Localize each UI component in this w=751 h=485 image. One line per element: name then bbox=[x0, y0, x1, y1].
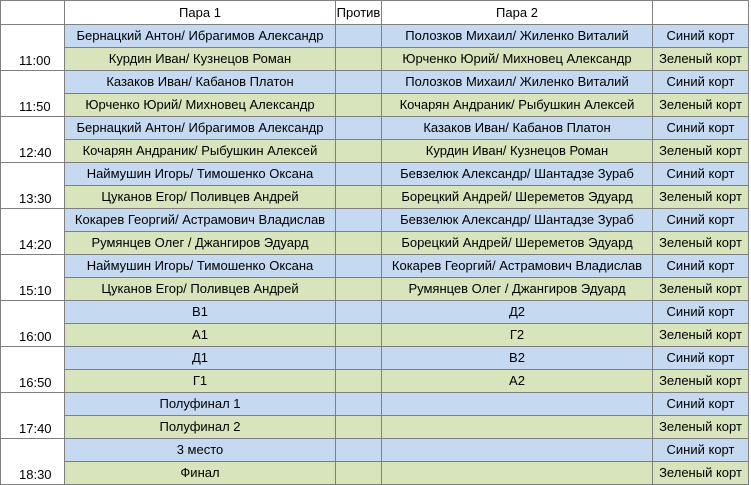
match-row bbox=[1, 186, 749, 209]
court-cell: Синий корт bbox=[653, 255, 749, 278]
time-cell: 12:40 bbox=[1, 117, 65, 163]
vs-cell bbox=[336, 117, 382, 140]
time-cell: 17:40 bbox=[1, 393, 65, 439]
pair1-cell: Финал bbox=[65, 462, 336, 485]
pair2-cell: Бевзелюк Александр/ Шантадзе Зураб bbox=[382, 163, 653, 186]
pair1-cell: Румянцев Олег / Джангиров Эдуард bbox=[65, 232, 336, 255]
pair1-cell: Д1 bbox=[65, 347, 336, 370]
pair2-cell: Бевзелюк Александр/ Шантадзе Зураб bbox=[382, 209, 653, 232]
vs-cell bbox=[336, 48, 382, 71]
pair1-cell: Кокарев Георгий/ Астрамович Владислав bbox=[65, 209, 336, 232]
schedule-body bbox=[1, 1, 749, 485]
court-cell: Зеленый корт bbox=[653, 416, 749, 439]
header-time-cell bbox=[1, 1, 65, 25]
pair2-cell: Кокарев Георгий/ Астрамович Владислав bbox=[382, 255, 653, 278]
header-pair1: Пара 1 bbox=[65, 1, 336, 25]
vs-cell bbox=[336, 301, 382, 324]
court-cell: Синий корт bbox=[653, 117, 749, 140]
match-row bbox=[1, 462, 749, 485]
court-cell: Синий корт bbox=[653, 301, 749, 324]
vs-cell bbox=[336, 393, 382, 416]
pair1-cell: Бернацкий Антон/ Ибрагимов Александр bbox=[65, 25, 336, 48]
pair1-cell: Курдин Иван/ Кузнецов Роман bbox=[65, 48, 336, 71]
header-pair2: Пара 2 bbox=[382, 1, 653, 25]
time-cell: 16:00 bbox=[1, 301, 65, 347]
pair1-cell: Полуфинал 2 bbox=[65, 416, 336, 439]
match-row bbox=[1, 255, 749, 278]
match-row bbox=[1, 347, 749, 370]
match-row bbox=[1, 25, 749, 48]
pair1-cell: Г1 bbox=[65, 370, 336, 393]
court-cell: Синий корт bbox=[653, 71, 749, 94]
time-cell: 11:50 bbox=[1, 71, 65, 117]
court-cell: Синий корт bbox=[653, 347, 749, 370]
pair1-cell: Наймушин Игорь/ Тимошенко Оксана bbox=[65, 255, 336, 278]
match-row bbox=[1, 301, 749, 324]
court-cell: Зеленый корт bbox=[653, 48, 749, 71]
pair2-cell: Г2 bbox=[382, 324, 653, 347]
match-row bbox=[1, 140, 749, 163]
match-row bbox=[1, 209, 749, 232]
match-row bbox=[1, 232, 749, 255]
pair1-cell: Полуфинал 1 bbox=[65, 393, 336, 416]
pair2-cell: Борецкий Андрей/ Шереметов Эдуард bbox=[382, 186, 653, 209]
vs-cell bbox=[336, 94, 382, 117]
vs-cell bbox=[336, 439, 382, 462]
court-cell: Зеленый корт bbox=[653, 140, 749, 163]
match-row bbox=[1, 370, 749, 393]
vs-cell bbox=[336, 370, 382, 393]
match-row bbox=[1, 94, 749, 117]
pair1-cell: В1 bbox=[65, 301, 336, 324]
match-row bbox=[1, 48, 749, 71]
vs-cell bbox=[336, 163, 382, 186]
match-row bbox=[1, 163, 749, 186]
pair2-cell: Полозков Михаил/ Жиленко Виталий bbox=[382, 25, 653, 48]
vs-cell bbox=[336, 324, 382, 347]
court-cell: Синий корт bbox=[653, 439, 749, 462]
vs-cell bbox=[336, 255, 382, 278]
court-cell: Синий корт bbox=[653, 25, 749, 48]
match-row bbox=[1, 71, 749, 94]
pair2-cell: Курдин Иван/ Кузнецов Роман bbox=[382, 140, 653, 163]
pair2-cell bbox=[382, 462, 653, 485]
court-cell: Синий корт bbox=[653, 163, 749, 186]
court-cell: Синий корт bbox=[653, 393, 749, 416]
vs-cell bbox=[336, 71, 382, 94]
vs-cell bbox=[336, 232, 382, 255]
time-cell: 16:50 bbox=[1, 347, 65, 393]
vs-cell bbox=[336, 140, 382, 163]
vs-cell bbox=[336, 416, 382, 439]
header-vs: Против bbox=[336, 1, 382, 25]
match-row bbox=[1, 393, 749, 416]
court-cell: Зеленый корт bbox=[653, 370, 749, 393]
vs-cell bbox=[336, 278, 382, 301]
time-cell: 18:30 bbox=[1, 439, 65, 485]
vs-cell bbox=[336, 209, 382, 232]
pair1-cell: Наймушин Игорь/ Тимошенко Оксана bbox=[65, 163, 336, 186]
pair2-cell: Полозков Михаил/ Жиленко Виталий bbox=[382, 71, 653, 94]
court-cell: Зеленый корт bbox=[653, 232, 749, 255]
time-cell: 15:10 bbox=[1, 255, 65, 301]
pair2-cell bbox=[382, 439, 653, 462]
pair1-cell: Бернацкий Антон/ Ибрагимов Александр bbox=[65, 117, 336, 140]
header-row bbox=[1, 1, 749, 25]
pair1-cell: 3 место bbox=[65, 439, 336, 462]
match-row bbox=[1, 324, 749, 347]
match-row bbox=[1, 117, 749, 140]
time-cell: 13:30 bbox=[1, 163, 65, 209]
pair2-cell bbox=[382, 416, 653, 439]
vs-cell bbox=[336, 462, 382, 485]
court-cell: Зеленый корт bbox=[653, 324, 749, 347]
pair1-cell: Казаков Иван/ Кабанов Платон bbox=[65, 71, 336, 94]
time-cell: 14:20 bbox=[1, 209, 65, 255]
pair1-cell: Цуканов Егор/ Поливцев Андрей bbox=[65, 278, 336, 301]
pair2-cell: Кочарян Андраник/ Рыбушкин Алексей bbox=[382, 94, 653, 117]
match-row bbox=[1, 416, 749, 439]
match-row bbox=[1, 439, 749, 462]
pair2-cell: Юрченко Юрий/ Михновец Александр bbox=[382, 48, 653, 71]
pair1-cell: Юрченко Юрий/ Михновец Александр bbox=[65, 94, 336, 117]
vs-cell bbox=[336, 25, 382, 48]
court-cell: Зеленый корт bbox=[653, 462, 749, 485]
court-cell: Зеленый корт bbox=[653, 94, 749, 117]
match-row bbox=[1, 278, 749, 301]
vs-cell bbox=[336, 186, 382, 209]
time-cell: 11:00 bbox=[1, 25, 65, 71]
court-cell: Синий корт bbox=[653, 209, 749, 232]
pair1-cell: А1 bbox=[65, 324, 336, 347]
court-cell: Зеленый корт bbox=[653, 278, 749, 301]
pair2-cell: Румянцев Олег / Джангиров Эдуард bbox=[382, 278, 653, 301]
pair2-cell: Борецкий Андрей/ Шереметов Эдуард bbox=[382, 232, 653, 255]
court-cell: Зеленый корт bbox=[653, 186, 749, 209]
pair2-cell: А2 bbox=[382, 370, 653, 393]
pair2-cell: Казаков Иван/ Кабанов Платон bbox=[382, 117, 653, 140]
pair1-cell: Кочарян Андраник/ Рыбушкин Алексей bbox=[65, 140, 336, 163]
pair1-cell: Цуканов Егор/ Поливцев Андрей bbox=[65, 186, 336, 209]
header-court bbox=[653, 1, 749, 25]
pair2-cell: Д2 bbox=[382, 301, 653, 324]
pair2-cell bbox=[382, 393, 653, 416]
vs-cell bbox=[336, 347, 382, 370]
pair2-cell: В2 bbox=[382, 347, 653, 370]
